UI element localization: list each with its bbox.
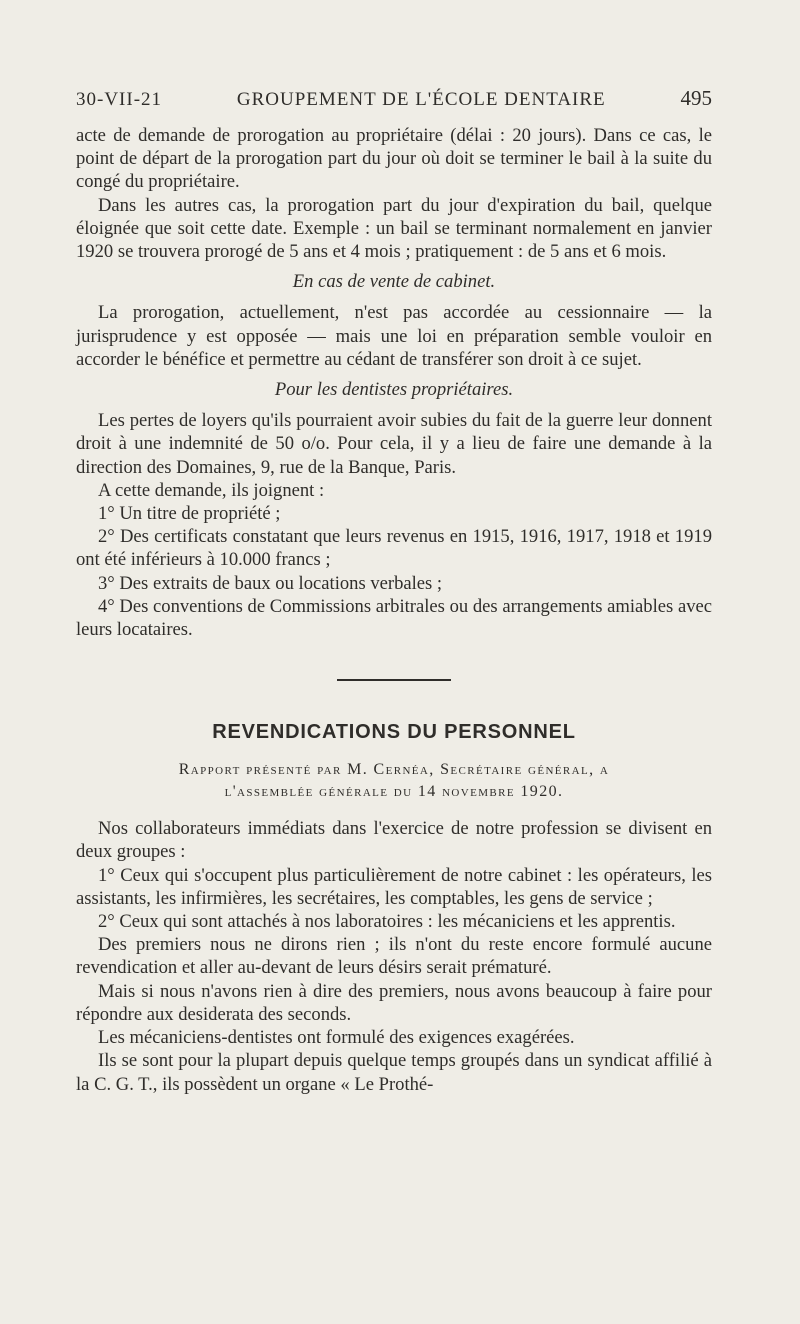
- section-title: REVENDICATIONS DU PERSONNEL: [212, 721, 576, 744]
- paragraph-first-group-comment: Des premiers nous ne dirons rien ; ils n'ont du reste encore formulé aucune revendication et aller au-devant de leurs désirs serait prématuré.: [76, 934, 712, 979]
- list-item-arbitration-agreements: 4° Des conventions de Commissions arbitrales ou des arrangements amiables avec leurs locataires.: [76, 595, 712, 641]
- running-header: [76, 86, 712, 111]
- page-number: 495: [680, 86, 712, 110]
- paragraph-syndicate: Ils se sont pour la plupart depuis quelque temps groupés dans un syndicat affilié à la C. G. T., ils possèdent un organe « Le Prothé-: [76, 1050, 712, 1095]
- list-item-title-of-property: 1° Un titre de propriété ;: [98, 503, 281, 525]
- header-journal-title: GROUPEMENT DE L'ÉCOLE DENTAIRE: [236, 89, 606, 110]
- paragraph-attachments-intro: A cette demande, ils joignent :: [98, 479, 325, 501]
- paragraph-other-cases: Dans les autres cas, la prorogation part du jour d'expiration du bail, quelque éloignée que soit cette date. Exemple : un bail se terminant normalement en janvier 1920 se trouvera prorogé de 5 ans et 4 mois ; pratiquement : de 5 ans et 6 mois.: [76, 194, 712, 263]
- paragraph-group-one: 1° Ceux qui s'occupent plus particulièrement de notre cabinet : les opérateurs, les assistants, les infirmières, les secrétaires, les comptables, les gens de service ;: [76, 864, 712, 909]
- report-attribution-line-1: Rapport présenté par M. Cernéa, Secrétaire général, a: [178, 761, 610, 779]
- report-attribution-line-2: l'assemblée générale du 14 novembre 1920.: [224, 783, 564, 801]
- paragraph-sale-of-practice: La prorogation, actuellement, n'est pas accordée au cessionnaire — la jurisprudence y est opposée — mais une loi en préparation semble vouloir en accorder le bénéfice et permettre au cédant de transférer son droit à ce sujet.: [76, 302, 712, 370]
- paragraph-rent-losses: Les pertes de loyers qu'ils pourraient avoir subies du fait de la guerre leur donnent droit à une indemnité de 50 o/o. Pour cela, il y a lieu de faire une demande à la direction des Domaines, 9, rue de la Banque, Paris.: [76, 410, 712, 478]
- paragraph-continuation: acte de demande de prorogation au propriétaire (délai : 20 jours). Dans ce cas, le point de départ de la prorogation part du jour où doit se terminer le bail à la suite du congé du propriétaire.: [76, 125, 712, 193]
- section-divider: [337, 679, 451, 681]
- paragraph-collaborator-groups: Nos collaborateurs immédiats dans l'exercice de notre profession se divisent en deux groupes :: [76, 818, 712, 863]
- list-item-income-certificates: 2° Des certificats constatant que leurs revenus en 1915, 1916, 1917, 1918 et 1919 ont été inférieurs à 10.000 francs ;: [76, 526, 712, 571]
- paragraph-mechanics-demands: Les mécaniciens-dentistes ont formulé des exigences exagérées.: [98, 1027, 575, 1049]
- header-date: 30-VII-21: [76, 89, 163, 110]
- list-item-lease-extracts: 3° Des extraits de baux ou locations verbales ;: [98, 572, 443, 594]
- subheading-sale-of-practice: En cas de vente de cabinet.: [292, 271, 496, 293]
- paragraph-group-two: 2° Ceux qui sont attachés à nos laboratoires : les mécaniciens et les apprentis.: [98, 911, 676, 933]
- paragraph-second-group-comment: Mais si nous n'avons rien à dire des premiers, nous avons beaucoup à faire pour répondre aux desiderata des seconds.: [76, 980, 712, 1025]
- page-body: [76, 124, 712, 1096]
- subheading-dentist-owners: Pour les dentistes propriétaires.: [274, 379, 514, 401]
